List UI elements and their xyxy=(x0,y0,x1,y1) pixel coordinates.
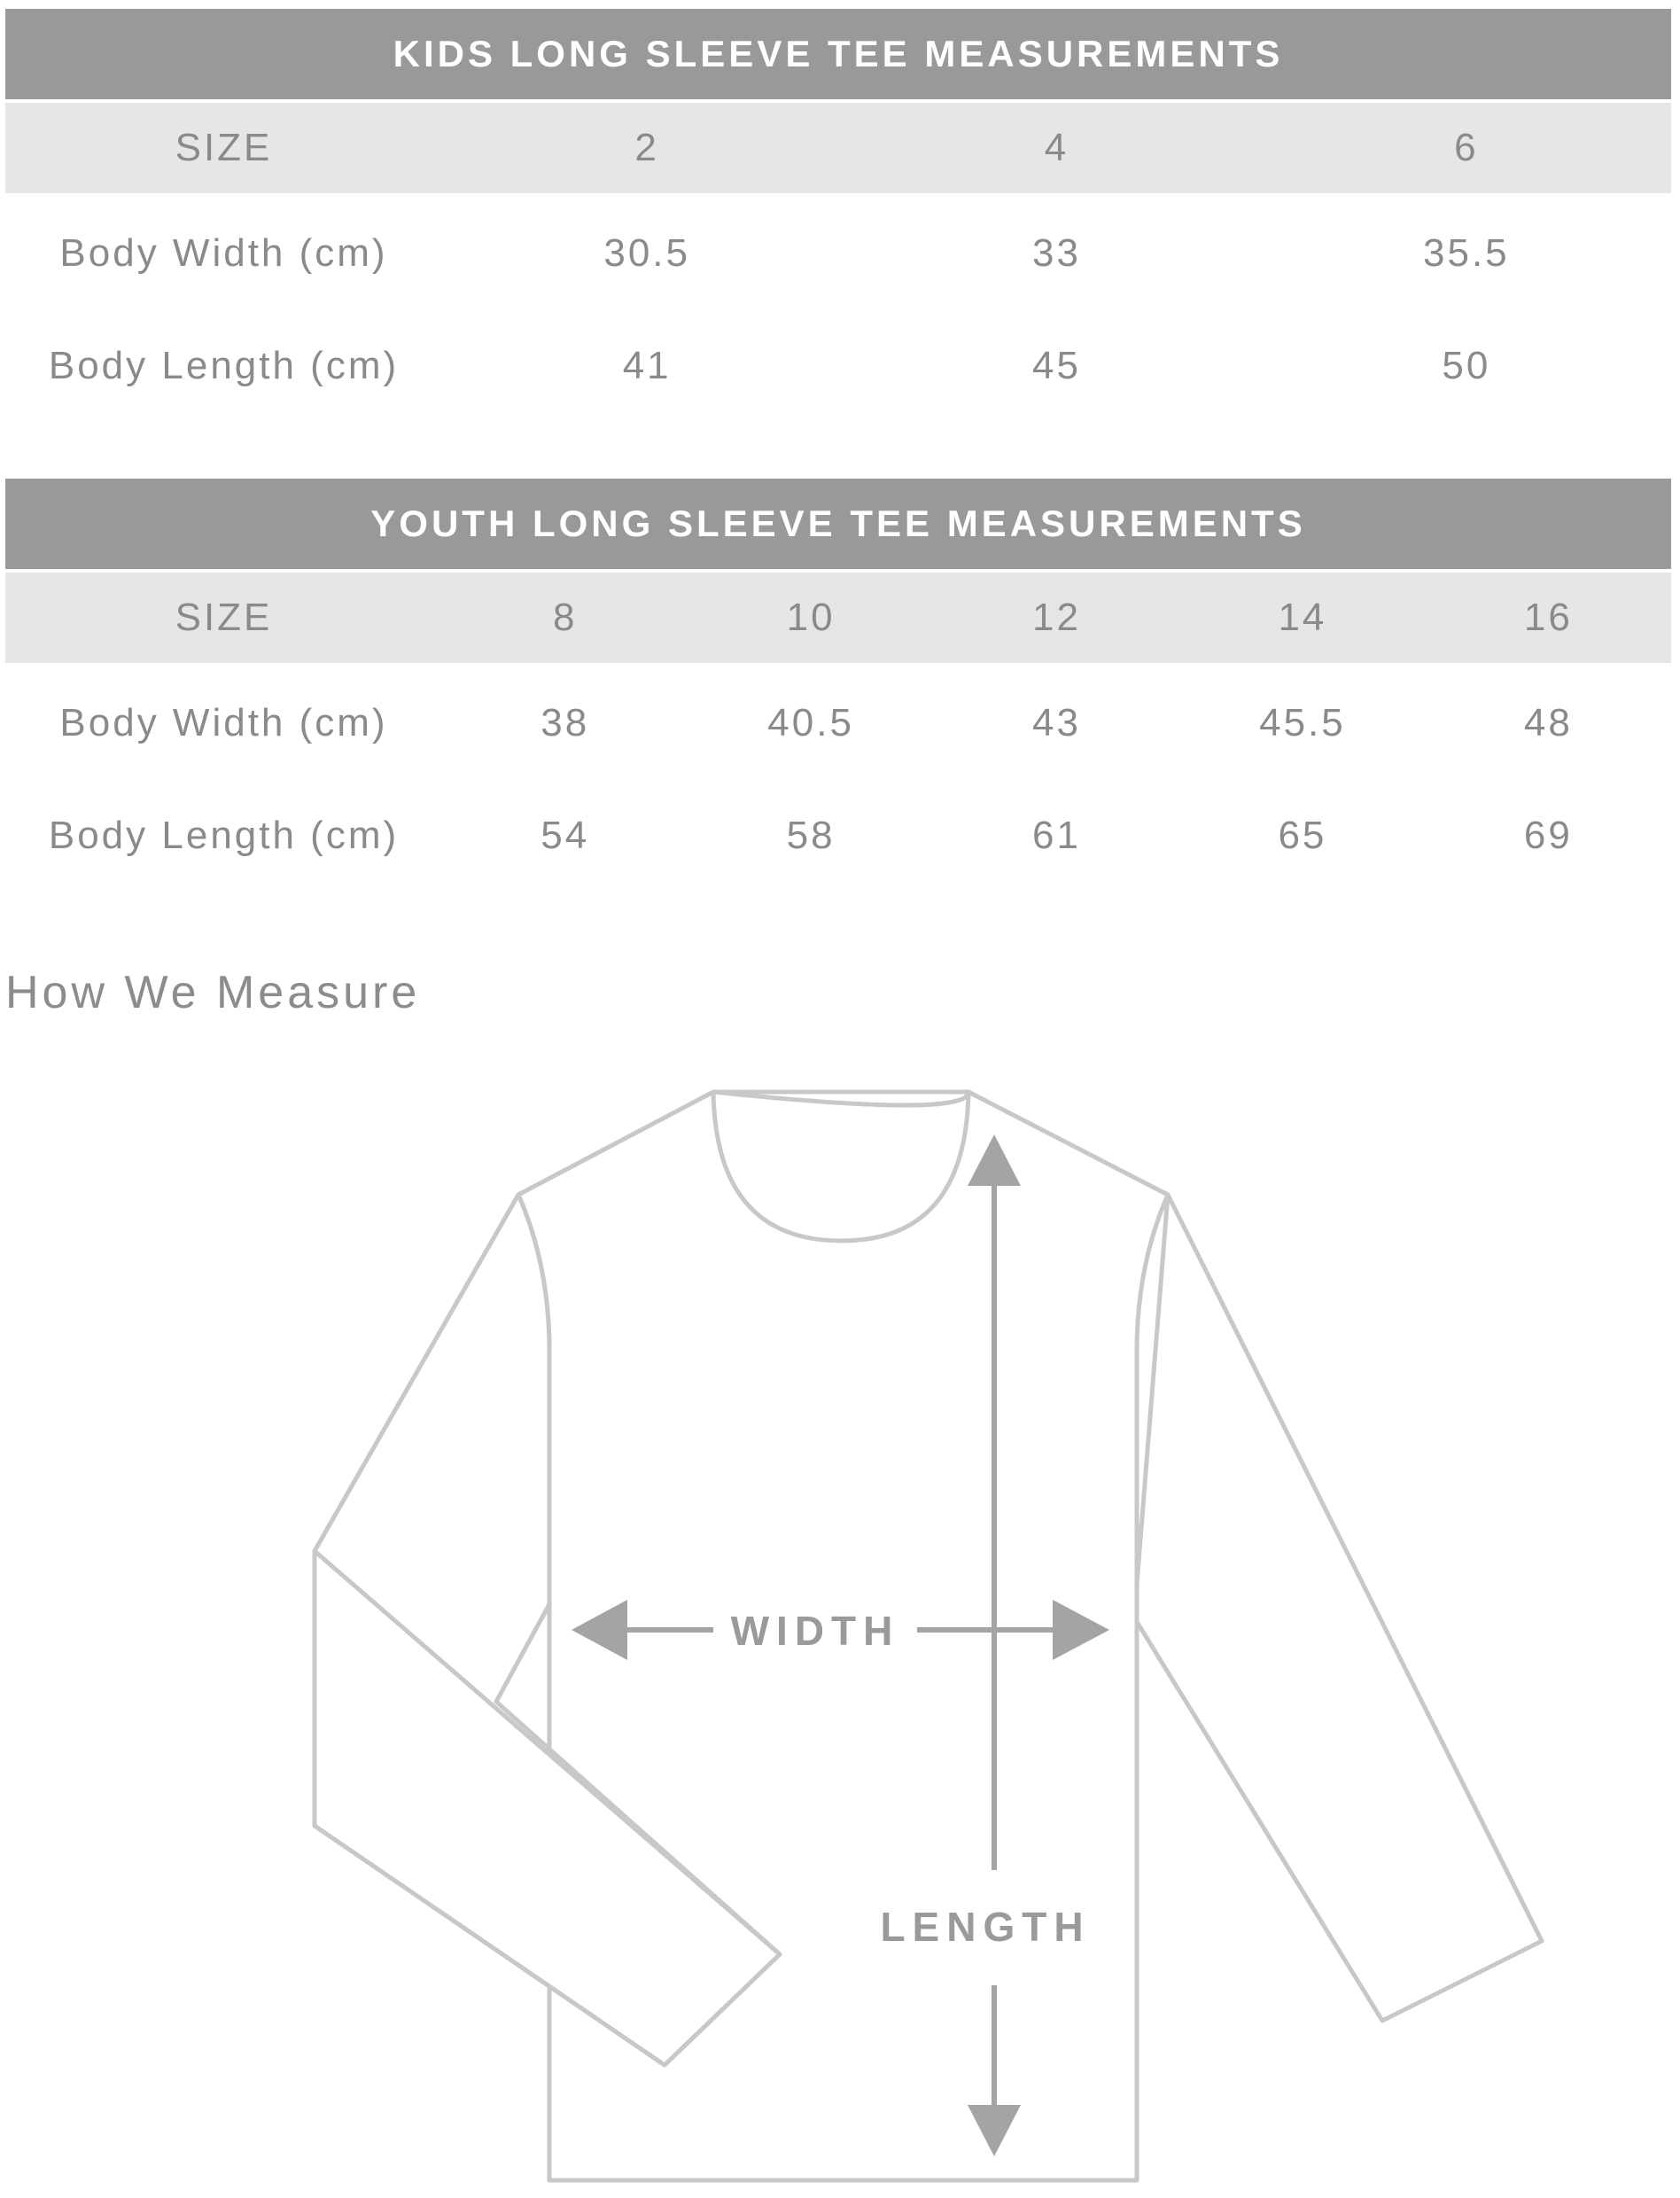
size-cell: 16 xyxy=(1523,596,1573,639)
row-label: Body Width (cm) xyxy=(59,230,388,275)
value-cell: 40.5 xyxy=(767,700,854,744)
value-cell: 50 xyxy=(1442,343,1491,387)
value-cell: 61 xyxy=(1032,813,1081,857)
size-cell: 4 xyxy=(1044,126,1069,169)
size-cell: 6 xyxy=(1454,126,1479,169)
value-cell: 45 xyxy=(1032,343,1081,387)
size-cell: 2 xyxy=(634,126,659,169)
value-cell: 35.5 xyxy=(1423,230,1510,275)
how-we-measure-heading: How We Measure xyxy=(5,967,421,1018)
kids-measurements-table xyxy=(5,9,1671,422)
value-cell: 38 xyxy=(541,700,590,744)
tee-outline xyxy=(315,1092,1542,2180)
value-cell: 43 xyxy=(1032,700,1081,744)
value-cell: 65 xyxy=(1278,813,1327,857)
youth-measurements-table xyxy=(5,479,1671,892)
youth-length-row xyxy=(5,779,1671,892)
size-cell: 14 xyxy=(1278,596,1327,639)
value-cell: 58 xyxy=(786,813,836,857)
kids-size-row xyxy=(5,103,1671,193)
value-cell: 54 xyxy=(541,813,590,857)
value-cell: 30.5 xyxy=(603,230,690,275)
row-label: Body Length (cm) xyxy=(48,343,400,387)
size-cell: 8 xyxy=(552,596,578,639)
value-cell: 33 xyxy=(1032,230,1081,275)
width-label: WIDTH xyxy=(730,1608,900,1654)
size-cell: 10 xyxy=(786,596,836,639)
value-cell: 69 xyxy=(1523,813,1573,857)
size-header: SIZE xyxy=(175,596,273,639)
kids-table-title: KIDS LONG SLEEVE TEE MEASUREMENTS xyxy=(5,9,1671,99)
length-label: LENGTH xyxy=(880,1904,1091,1950)
size-header: SIZE xyxy=(175,126,273,169)
value-cell: 41 xyxy=(622,343,672,387)
value-cell: 48 xyxy=(1523,700,1573,744)
youth-width-row xyxy=(5,666,1671,779)
youth-table-title: YOUTH LONG SLEEVE TEE MEASUREMENTS xyxy=(5,479,1671,569)
row-label: Body Length (cm) xyxy=(48,813,400,857)
size-cell: 12 xyxy=(1032,596,1081,639)
value-cell: 45.5 xyxy=(1259,700,1346,744)
row-label: Body Width (cm) xyxy=(59,700,388,744)
kids-length-row xyxy=(5,309,1671,422)
tee-measurement-diagram xyxy=(0,1064,1680,2198)
right-sleeve-outline xyxy=(1134,1195,1542,2021)
kids-width-row xyxy=(5,197,1671,309)
youth-size-row xyxy=(5,573,1671,663)
